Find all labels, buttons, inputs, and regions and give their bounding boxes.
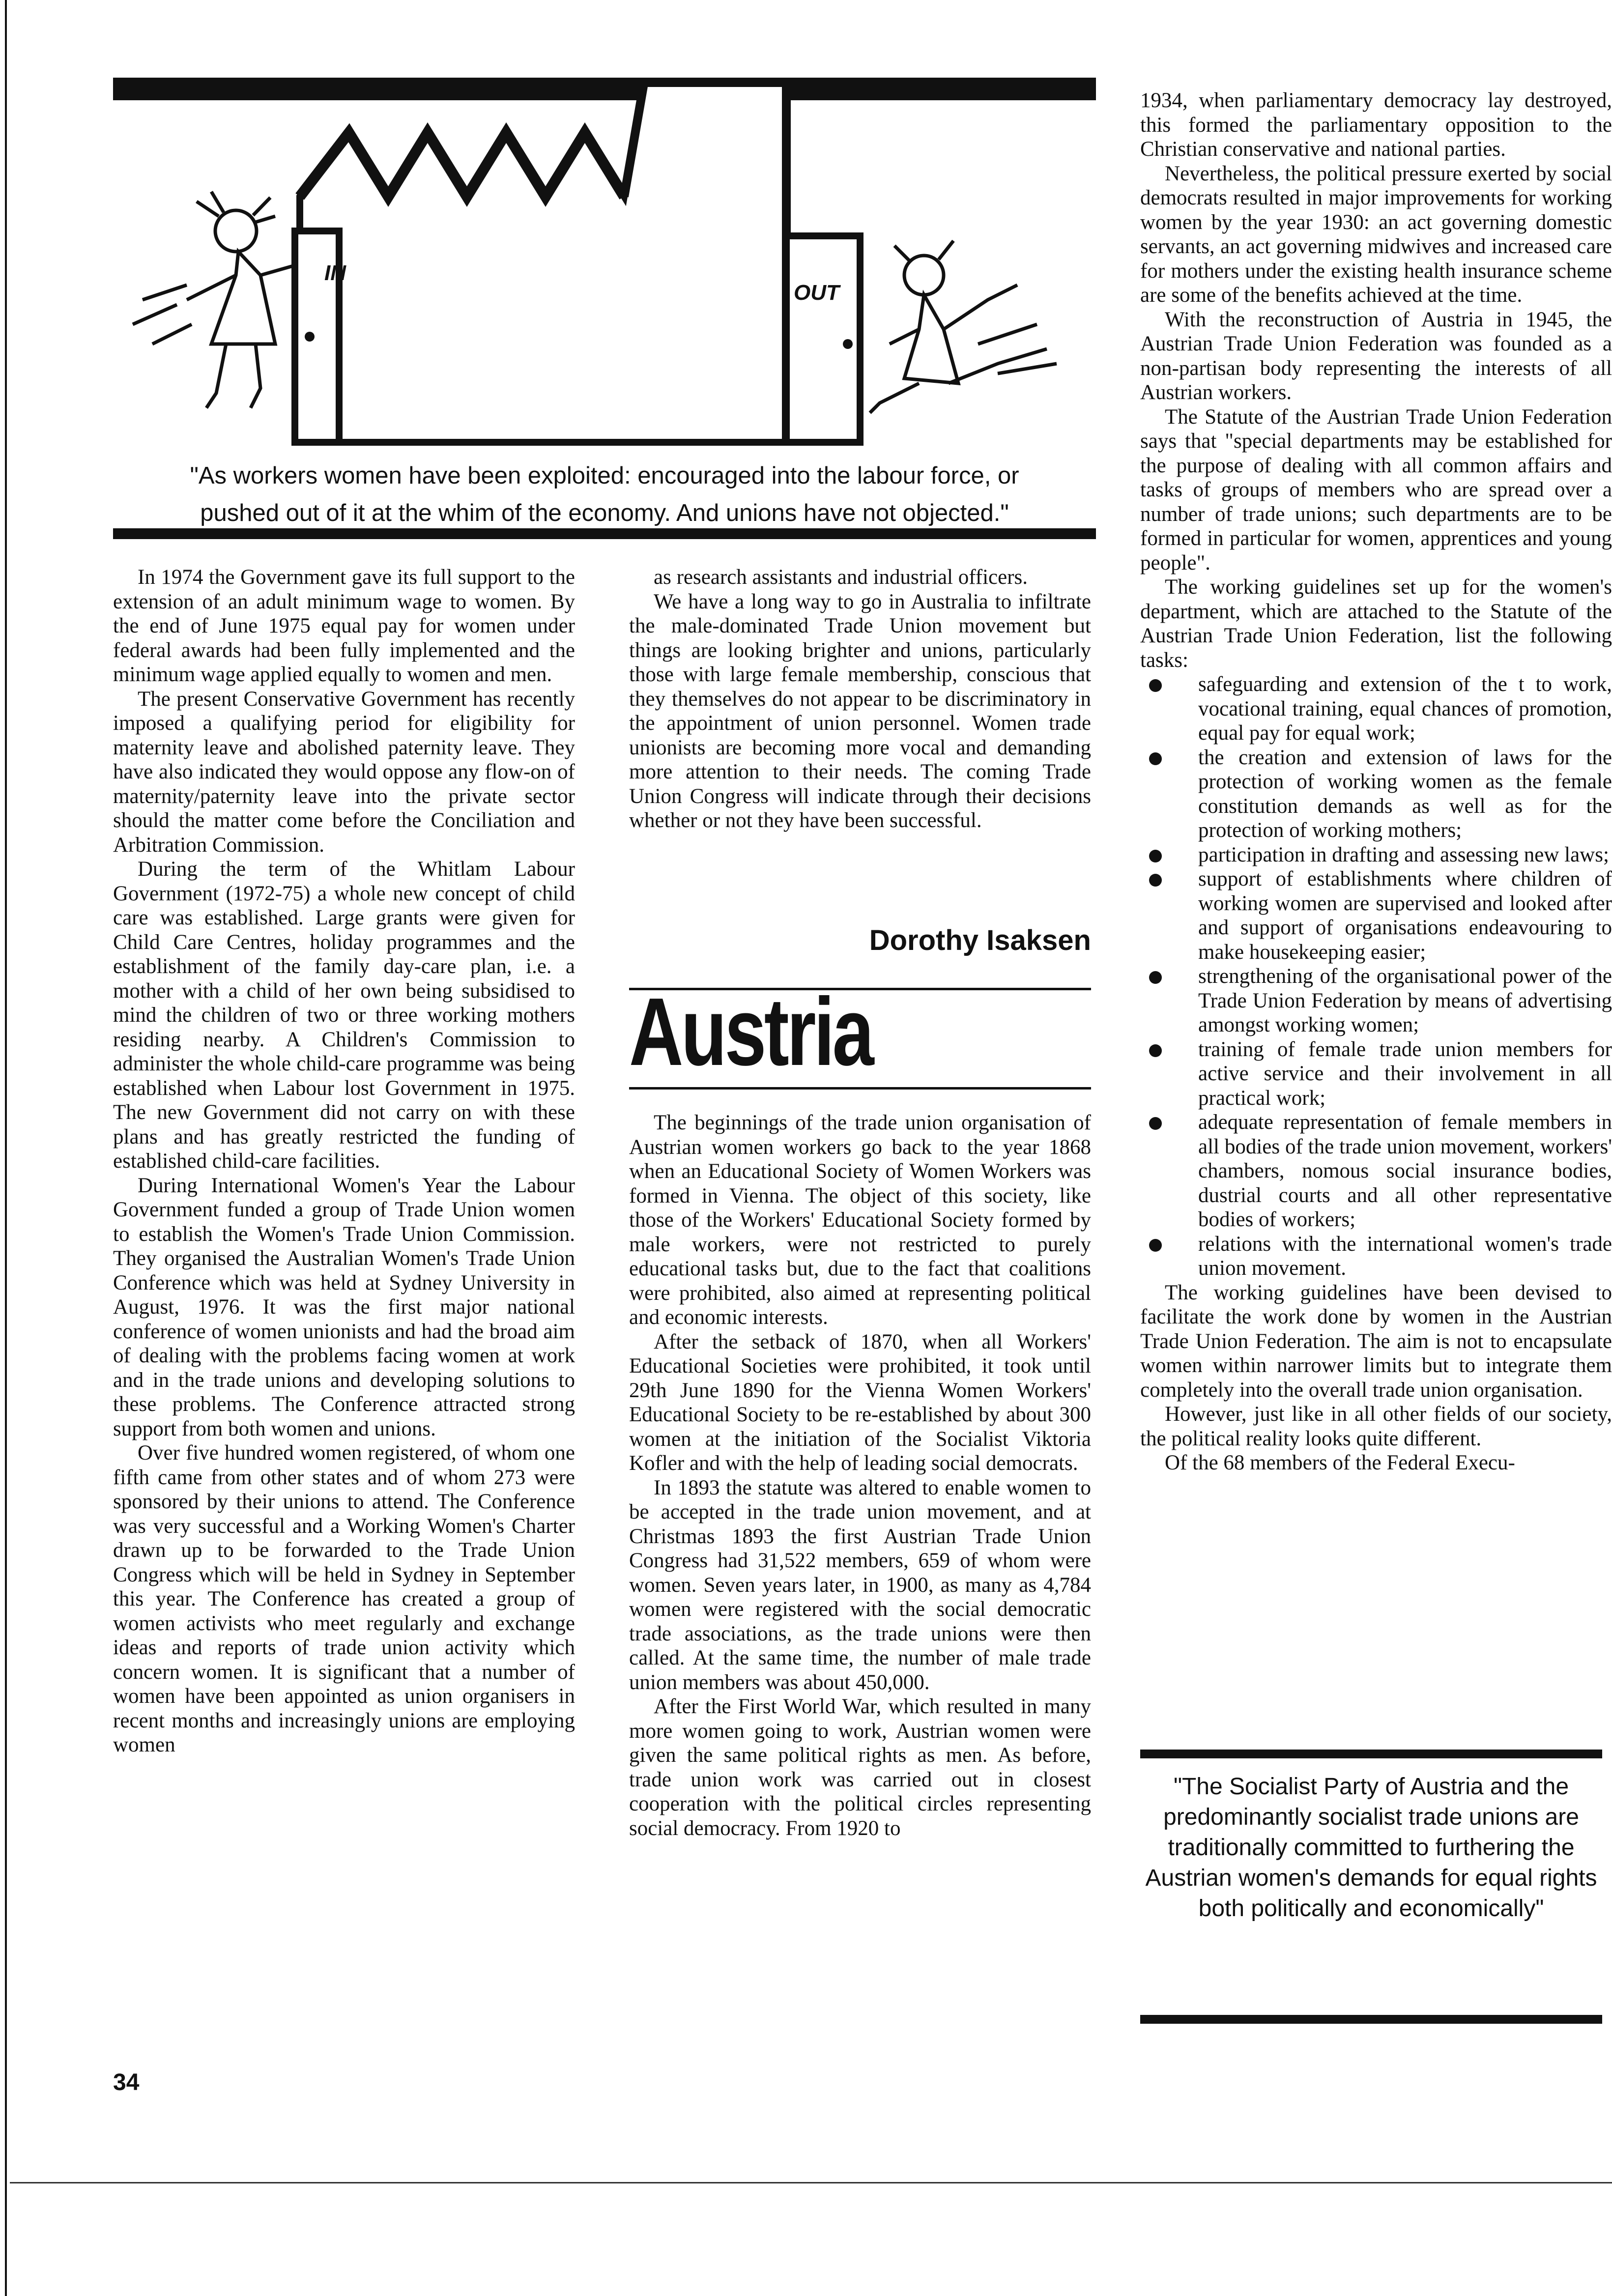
task-list-item: safeguarding and extension of the t to work, vocational training, equal chances of promotion, equal pay for equal work; xyxy=(1140,672,1612,746)
col1-paragraph: In 1974 the Government gave its full support to the extension of an adult minimum wage to women. By the end of June 1975 equal pay for women under federal awards had been fully implemented and the minimum wage applied equally to women and men. xyxy=(113,566,575,686)
col2-paragraph: We have a long way to go in Australia to infiltrate the male-dominated Trade Union movement but things are looking brighter and unions, particularly those with large female membership, conscious that they themselves do not appear to be discriminatory in the appointment of union personnel. Women trade unionists are becoming more vocal and demanding more attention to their needs. The coming Trade Union Congress will indicate through their decisions whether or not they have been successful. xyxy=(629,590,1091,832)
task-list-item: strengthening of the organisational power of the Trade Union Federation by means of advertising amongst working women; xyxy=(1140,964,1612,1037)
column-2 xyxy=(629,565,1091,833)
column-1 xyxy=(113,565,575,1757)
col1-paragraph: The present Conservative Government has recently imposed a qualifying period for eligibility for maternity leave and abolished paternity leave. They have also indicated they would oppose any flow-on of maternity/paternity leave into the private sector should the matter come before the Conciliation and Arbitration Commission. xyxy=(113,687,575,857)
page-edge-left xyxy=(5,0,7,2296)
author-byline: Dorothy Isaksen xyxy=(869,924,1091,956)
caption-line-1: "As workers women have been exploited: encouraged into the labour force, or xyxy=(190,462,1019,489)
col2-paragraph: In 1893 the statute was altered to enable women to be accepted in the trade union movement, and at Christmas 1893 the first Austrian Trade Union Congress had 31,522 members, 659 of whom were women. Seven years later, in 1900, as many as 4,784 women were registered with the social democratic trade associations, as the trade unions were then called. At the same time, the number of male trade union members was about 450,000. xyxy=(629,1476,1091,1694)
col2-paragraph: After the First World War, which resulted in many more women going to work, Austrian women were given the same political rights as men. As before, trade union work was carried out in closest cooperation with the political circles representing social democracy. From 1920 to xyxy=(629,1695,1091,1840)
caption-line-2: pushed out of it at the whim of the economy. And unions have not objected." xyxy=(200,500,1009,526)
task-list xyxy=(1140,672,1612,1281)
col3-paragraph: With the reconstruction of Austria in 1945, the Austrian Trade Union Federation was founded as a non-partisan body representing the interests of all Austrian workers. xyxy=(1140,308,1612,404)
pull-quote: "The Socialist Party of Austria and the predominantly socialist trade unions are traditionally committed to furthering the Austrian women's demands for equal rights both politically and economically" xyxy=(1145,1774,1597,1922)
col3-paragraph: The Statute of the Austrian Trade Union Federation says that "special departments may be established for the purpose of dealing with all common affairs and tasks of groups of members who are spread over a number of trade unions; such departments are to be formed in particular for women, apprentices and young people". xyxy=(1140,405,1612,574)
col2-paragraph: After the setback of 1870, when all Workers' Educational Societies were prohibited, it took until 29th June 1890 for the Vienna Women Workers' Educational Society to be re-established by about 300 women at the initiation of the Socialist Viktoria Kofler and with the help of leading social democrats. xyxy=(629,1330,1091,1475)
task-list-item: participation in drafting and assessing new laws; xyxy=(1140,843,1612,867)
page-edge-bottom xyxy=(10,2182,1612,2183)
illustration-caption xyxy=(113,457,1096,532)
factory-illustration xyxy=(113,69,1096,452)
page-number: 34 xyxy=(113,2069,140,2095)
col3-paragraph: Of the 68 members of the Federal Execu- xyxy=(1165,1451,1515,1474)
pullquote-rule-bottom xyxy=(1140,2015,1602,2024)
task-list-item: adequate representation of female members in all bodies of the trade union movement, workers' chambers, nomous social insurance bodies, dustrial courts and all other representative bodies of workers; xyxy=(1140,1110,1612,1232)
task-list-item: relations with the international women's trade union movement. xyxy=(1140,1232,1612,1281)
col3-paragraph: Nevertheless, the political pressure exerted by social democrats resulted in major improvements for working women by the year 1930: an act governing domestic servants, an act governing midwives and increased care for mothers under the existing health insurance scheme are some of the benefits achieved at the time. xyxy=(1140,162,1612,307)
column-2-continued xyxy=(629,1111,1091,1840)
door-in-label: IN xyxy=(324,261,346,285)
column-3 xyxy=(1140,88,1612,1475)
door-out-label: OUT xyxy=(794,281,839,305)
col1-paragraph: Over five hundred women registered, of whom one fifth came from other states and of whom 273 were sponsored by their unions to attend. The Conference was very successful and a Working Women's Charter drawn up to be forwarded to the Trade Union Congress which will be held in Sydney in September this year. The Conference has created a group of women activists who meet regularly and exchange ideas and reports of trade union activity which concern women. It is significant that a number of women have been appointed as union organisers in recent months and increasingly unions are employing women xyxy=(113,1441,575,1756)
col3-paragraph: However, just like in all other fields of our society, the political reality looks quite different. xyxy=(1140,1403,1612,1450)
col3-paragraph: 1934, when parliamentary democracy lay destroyed, this formed the parliamentary opposition to the Christian conservative and national parties. xyxy=(1140,89,1612,161)
task-list-item: support of establishments where children of working women are supervised and looked after and support of organisations endeavouring to make housekeeping easier; xyxy=(1140,867,1612,964)
pullquote-rule-top xyxy=(1140,1750,1602,1758)
task-list-item: the creation and extension of laws for the protection of working women as the female constitution demands as well as for the protection of working mothers; xyxy=(1140,746,1612,843)
col3-paragraph: The working guidelines have been devised to facilitate the work done by women in the Austrian Trade Union Federation. The aim is not to encapsulate women within narrower limits but to integrate them completely into the overall trade union organisation. xyxy=(1140,1281,1612,1402)
col1-paragraph: During the term of the Whitlam Labour Government (1972-75) a whole new concept of child care was established. Large grants were given for Child Care Centres, holiday programmes and the establishment of the family day-care plan, i.e. a mother with a child of her own being subsidised to mind the children of two or three working mothers residing nearby. A Children's Commission to administer the whole child-care programme was being established when Labour lost Government in 1975. The new Government did not carry on with these plans and has greatly restricted the funding of established child-care facilities. xyxy=(113,858,575,1173)
caption-rule xyxy=(113,528,1096,539)
col2-paragraph: The beginnings of the trade union organisation of Austrian women workers go back to the year 1868 when an Educational Society of Women Workers was formed in Vienna. The object of this society, like those of the Workers' Educational Society formed by male workers, were not restricted to purely educational tasks but, due to the fact that coalitions were prohibited, also aimed at representing political and economic interests. xyxy=(629,1111,1091,1329)
task-list-item: training of female trade union members for active service and their involvement in all practical work; xyxy=(1140,1037,1612,1111)
col1-paragraph: During International Women's Year the Labour Government funded a group of Trade Union women to establish the Women's Trade Union Commission. They organised the Australian Women's Trade Union Conference which was held at Sydney University in August, 1976. It was the first major national conference of women unionists and had the broad aim of dealing with the problems facing women at work and in the trade unions and developing solutions to these problems. The Conference attracted strong support from both women and unions. xyxy=(113,1174,575,1440)
headline-rule-bottom xyxy=(629,1087,1091,1090)
col2-paragraph: as research assistants and industrial officers. xyxy=(654,566,1028,589)
col3-paragraph: The working guidelines set up for the women's department, which are attached to the Statute of the Austrian Trade Union Federation, list the following tasks: xyxy=(1140,575,1612,672)
section-headline: Austria xyxy=(629,978,872,1086)
